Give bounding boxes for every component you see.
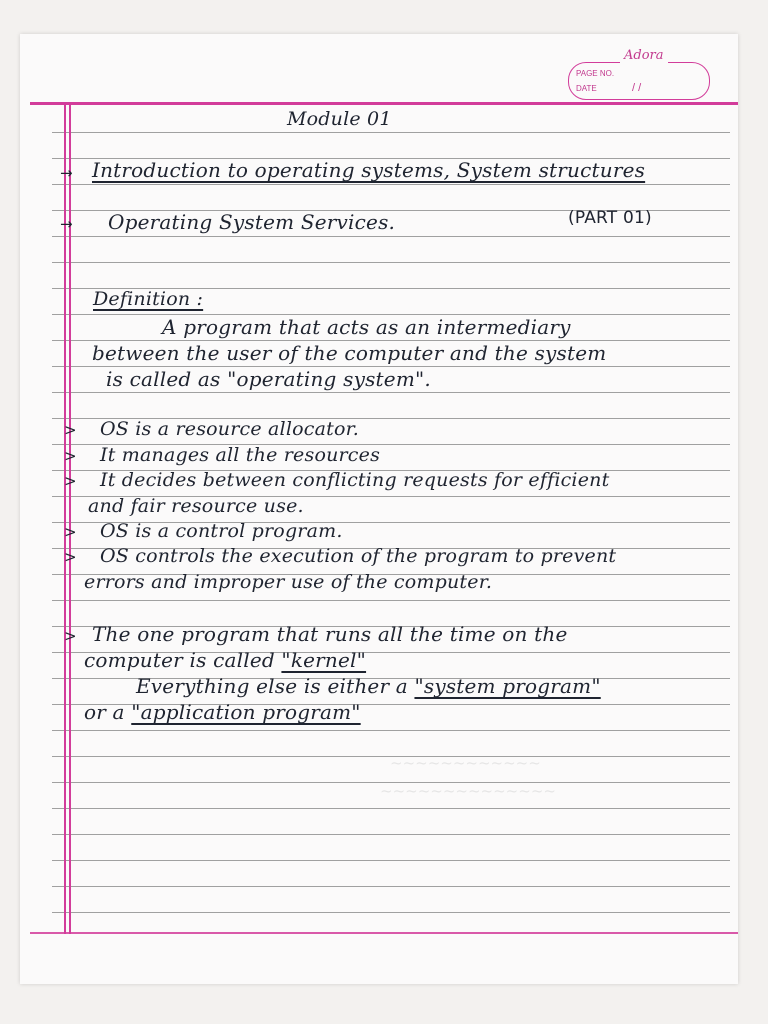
- definition-line-2: between the user of the computer and the system: [92, 341, 607, 365]
- show-through-smudge: ~~~~~~~~~~~~~~: [380, 782, 556, 800]
- ruled-line: [52, 132, 730, 133]
- date-label: DATE: [576, 84, 597, 93]
- kernel-line-2: [84, 648, 366, 672]
- kernel-line-1: The one program that runs all the time on the: [92, 622, 568, 646]
- point-3: It decides between conflicting requests for efficient: [100, 469, 610, 491]
- bullet-icon: >: [64, 627, 77, 645]
- bullet-icon: >: [64, 523, 77, 541]
- ruled-line: [52, 600, 730, 601]
- page-no-label: PAGE NO.: [576, 69, 615, 78]
- or-line: [84, 700, 361, 724]
- application-program-term: "application program": [131, 700, 361, 724]
- notebook-page: [20, 34, 738, 984]
- ruled-line: [52, 808, 730, 809]
- point-4: OS is a control program.: [100, 520, 343, 542]
- bottom-margin-line: [30, 932, 738, 934]
- definition-line-1: A program that acts as an intermediary: [162, 315, 571, 339]
- arrow-icon: →: [60, 215, 73, 233]
- date-value: / /: [632, 82, 642, 94]
- ruled-line: [52, 886, 730, 887]
- bullet-icon: >: [64, 472, 77, 490]
- bullet-icon: >: [64, 548, 77, 566]
- ruled-line: [52, 912, 730, 913]
- ruled-line: [52, 730, 730, 731]
- part-label: (PART 01): [568, 208, 652, 228]
- bullet-icon: >: [64, 447, 77, 465]
- point-5: OS controls the execution of the program to prevent: [100, 545, 617, 567]
- topic-2: Operating System Services.: [108, 210, 396, 234]
- point-3-cont: and fair resource use.: [88, 495, 304, 517]
- definition-line-3: is called as "operating system".: [106, 367, 431, 391]
- ruled-line: [52, 834, 730, 835]
- ruled-line: [52, 184, 730, 185]
- else-prefix: Everything else is either a: [136, 674, 415, 698]
- or-a-text: or a: [84, 700, 132, 724]
- top-margin-line: [30, 102, 738, 105]
- else-line: [136, 674, 601, 698]
- bullet-icon: >: [64, 421, 77, 439]
- kernel-prefix: computer is called: [84, 648, 282, 672]
- definition-heading: Definition :: [93, 288, 204, 310]
- point-1: OS is a resource allocator.: [100, 418, 360, 440]
- module-title: Module 01: [287, 108, 392, 130]
- point-5-cont: errors and improper use of the computer.: [84, 571, 493, 593]
- show-through-smudge: ~~~~~~~~~~~~: [390, 754, 541, 772]
- point-2: It manages all the resources: [100, 444, 381, 466]
- ruled-line: [52, 236, 730, 237]
- topic-1: Introduction to operating systems, System structures: [92, 158, 646, 182]
- ruled-line: [52, 860, 730, 861]
- ruled-line: [52, 262, 730, 263]
- arrow-icon: →: [60, 164, 73, 182]
- kernel-word: "kernel": [281, 648, 367, 672]
- page-date-box: [568, 62, 710, 100]
- brand-logo: Adora: [620, 48, 668, 63]
- ruled-line: [52, 392, 730, 393]
- system-program-term: "system program": [414, 674, 601, 698]
